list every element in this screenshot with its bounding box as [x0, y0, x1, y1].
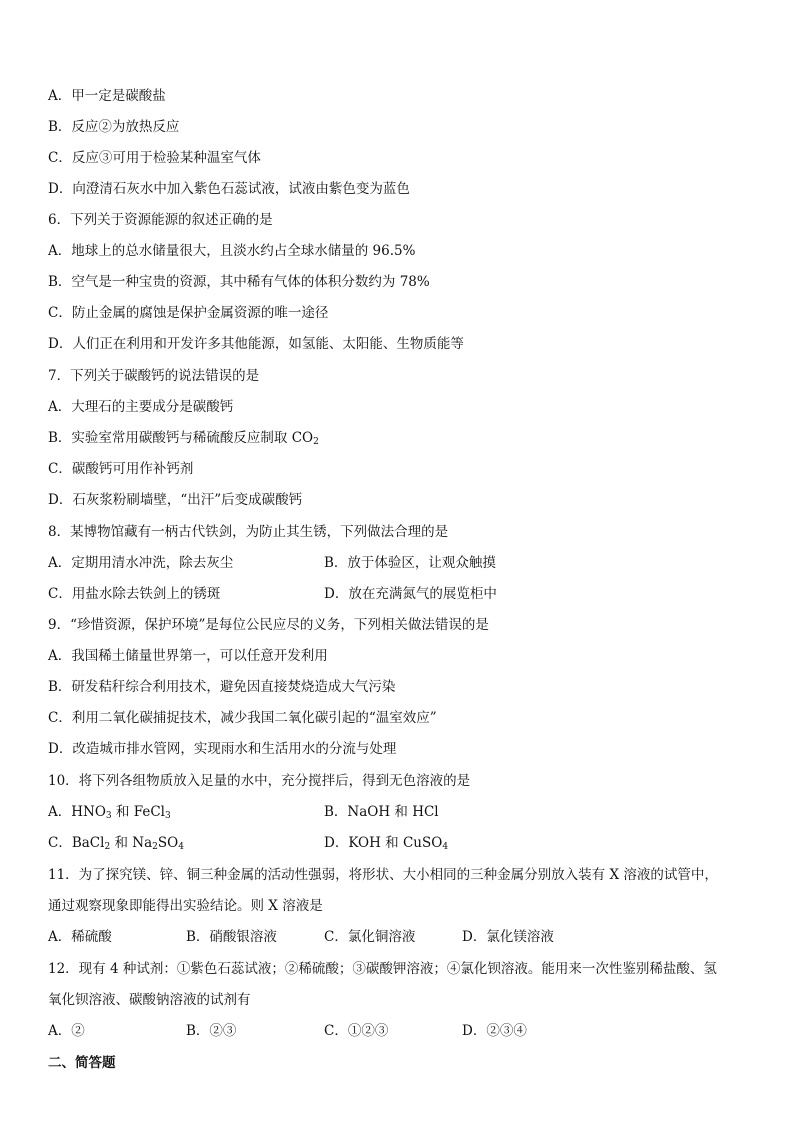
- q8-option-d: D．放在充满氮气的展览柜中: [324, 586, 497, 602]
- q8-option-b: B．放于体验区，让观众触摸: [324, 555, 496, 571]
- q7-option-b: [48, 428, 319, 448]
- q9-option-b: B．研发秸秆综合利用技术，避免因直接焚烧造成大气污染: [48, 679, 396, 695]
- q9-option-a: A．我国稀土储量世界第一，可以任意开发利用: [48, 648, 328, 664]
- q10-stem: 10．将下列各组物质放入足量的水中，充分搅拌后，得到无色溶液的是: [48, 773, 471, 789]
- q12-stem-line1: 12．现有 4 种试剂：①紫色石蕊试液；②稀硫酸；③碳酸钾溶液；④氯化钡溶液。能用来一次性鉴别稀盐酸、氢: [48, 961, 717, 977]
- q11-option-a: A．稀硫酸: [48, 929, 112, 945]
- q12-stem-line2: 氧化钡溶液、碳酸钠溶液的试剂有: [48, 992, 251, 1008]
- q7-option-a: A．大理石的主要成分是碳酸钙: [48, 399, 234, 415]
- q12-option-a: A．②: [48, 1023, 85, 1039]
- q7-stem: 7．下列关于碳酸钙的说法错误的是: [48, 368, 260, 384]
- q5-option-d: D．向澄清石灰水中加入紫色石蕊试液，试液由紫色变为蓝色: [48, 181, 410, 197]
- q12-option-d: D．②③④: [462, 1023, 527, 1039]
- text: D．KOH 和 CuSO: [324, 835, 443, 851]
- q11-stem-line2: 通过观察现象即能得出实验结论。则 X 溶液是: [48, 898, 323, 914]
- q10-option-b: B．NaOH 和 HCl: [324, 804, 439, 820]
- q11-option-b: B．硝酸银溶液: [186, 929, 277, 945]
- q12-option-c: C．①②③: [324, 1023, 389, 1039]
- text: 和 FeCl: [111, 804, 165, 820]
- q6-stem: 6．下列关于资源能源的叙述正确的是: [48, 212, 273, 228]
- q6-option-c: C．防止金属的腐蚀是保护金属资源的唯一途径: [48, 305, 329, 321]
- subscript: 4: [178, 842, 184, 852]
- q6-option-b: B．空气是一种宝贵的资源，其中稀有气体的体积分数约为 78%: [48, 274, 430, 290]
- q10-option-c: [48, 833, 184, 853]
- q8-stem: 8．某博物馆藏有一柄古代铁剑，为防止其生锈，下列做法合理的是: [48, 524, 449, 540]
- subscript: 3: [165, 811, 171, 821]
- q9-stem: 9．“珍惜资源，保护环境”是每位公民应尽的义务，下列相关做法错误的是: [48, 617, 489, 633]
- q6-option-a: A．地球上的总水储量很大，且淡水约占全球水储量的 96.5%: [48, 243, 416, 259]
- q12-option-b: B．②③: [186, 1023, 237, 1039]
- subscript: 2: [104, 842, 111, 852]
- subscript: 3: [105, 811, 112, 821]
- q10-option-d: [324, 833, 448, 853]
- text: SO: [157, 835, 179, 851]
- q7-option-b-text: B．实验室常用碳酸钙与稀硫酸反应制取 CO: [48, 430, 314, 446]
- q11-stem-line1: 11．为了探究镁、锌、铜三种金属的活动性强弱，将形状、大小相同的三种金属分别放入装有 X 溶液的试管中，: [48, 867, 718, 883]
- text: C．BaCl: [48, 835, 105, 851]
- q7-option-d: D．石灰浆粉刷墙壁，“出汗”后变成碳酸钙: [48, 492, 303, 508]
- q5-option-c: C．反应③可用于检验某种温室气体: [48, 150, 261, 166]
- q5-option-a: A．甲一定是碳酸盐: [48, 88, 166, 104]
- q5-option-b: B．反应②为放热反应: [48, 119, 180, 135]
- q8-option-c: C．用盐水除去铁剑上的锈斑: [48, 586, 221, 602]
- q9-option-c: C．利用二氧化碳捕捉技术，减少我国二氧化碳引起的“温室效应”: [48, 710, 437, 726]
- q11-option-d: D．氯化镁溶液: [462, 929, 554, 945]
- text: A．HNO: [48, 804, 106, 820]
- q7-option-c: C．碳酸钙可用作补钙剂: [48, 461, 194, 477]
- q8-option-a: A．定期用清水冲洗，除去灰尘: [48, 555, 234, 571]
- q9-option-d: D．改造城市排水管网，实现雨水和生活用水的分流与处理: [48, 741, 397, 757]
- subscript: 2: [313, 437, 319, 447]
- section-heading: 二、简答题: [48, 1055, 116, 1071]
- subscript: 4: [442, 842, 449, 852]
- text: 和 Na: [110, 835, 153, 851]
- subscript: 2: [152, 842, 158, 852]
- q11-option-c: C．氯化铜溶液: [324, 929, 416, 945]
- q10-option-a: [48, 802, 171, 822]
- q6-option-d: D．人们正在利用和开发许多其他能源，如氢能、太阳能、生物质能等: [48, 336, 464, 352]
